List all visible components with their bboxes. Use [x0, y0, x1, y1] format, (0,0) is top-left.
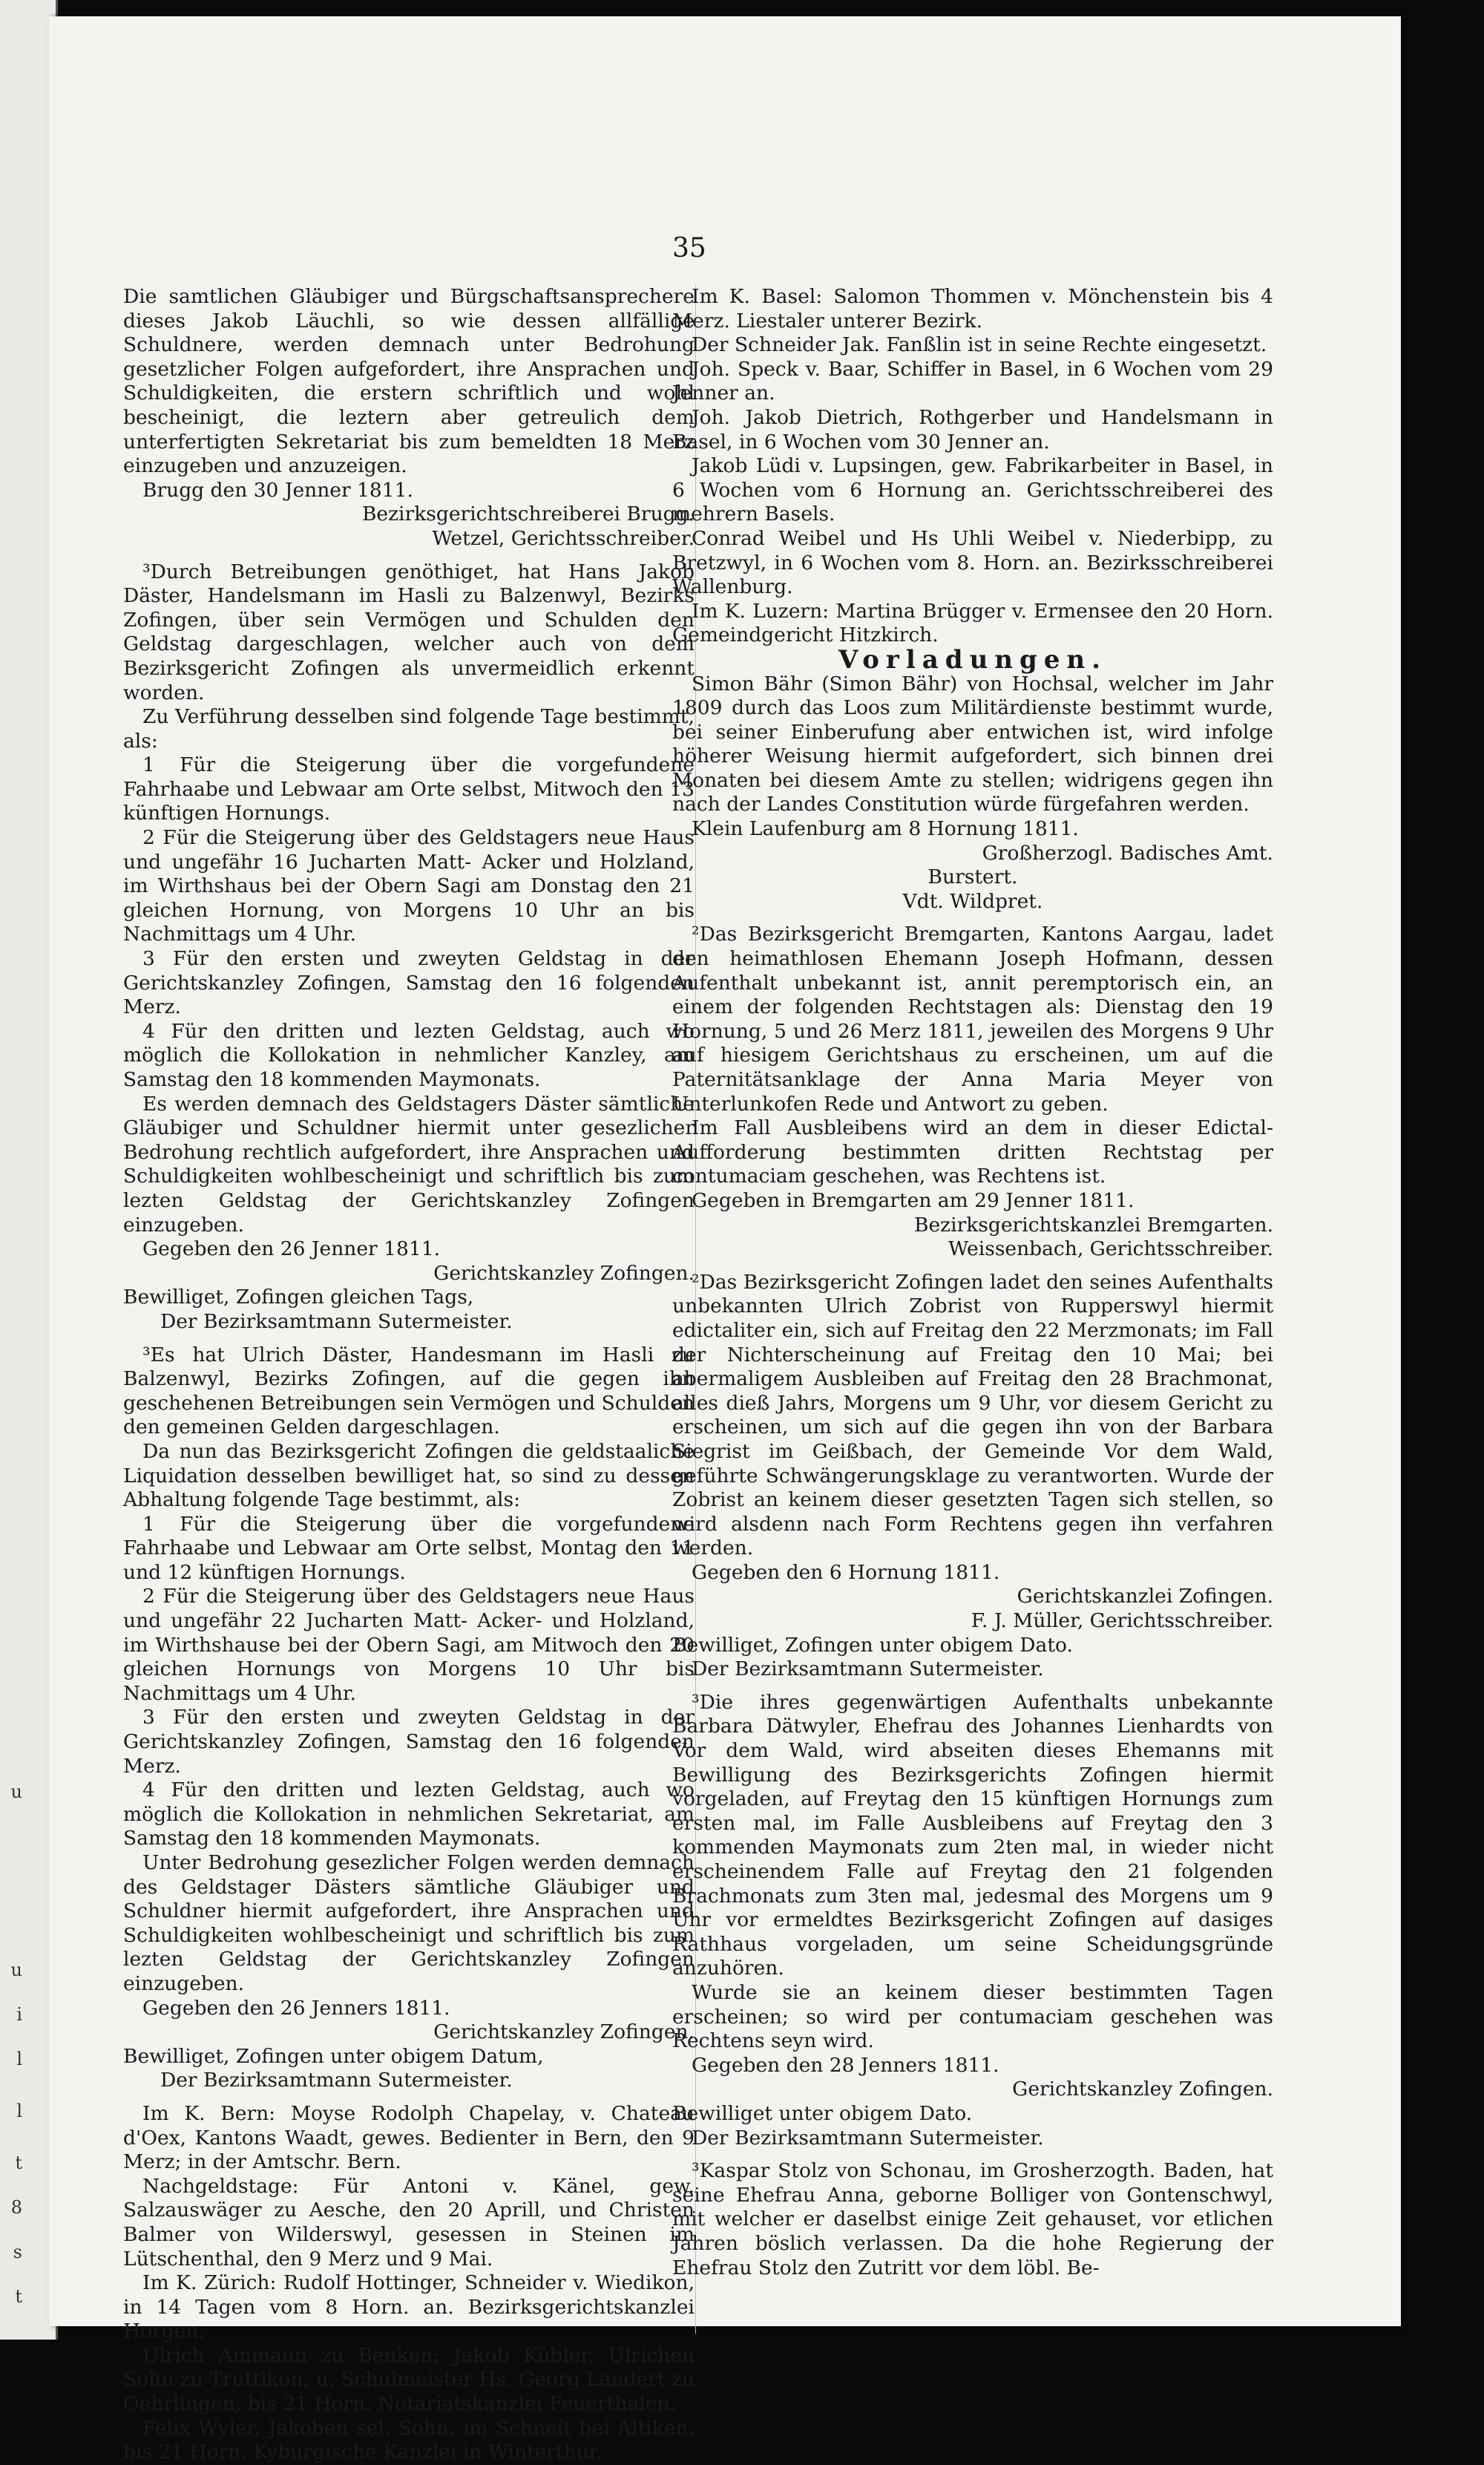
edge-letter: u: [10, 1960, 22, 1980]
paragraph: Der Bezirksamtmann Sutermeister.: [160, 2069, 513, 2092]
paragraph: Im K. Basel: Salomon Thommen v. Mönchenstein bis 4 Merz. Liestaler unterer Bezirk.: [672, 285, 1273, 333]
paragraph: Der Schneider Jak. Fanßlin ist in seine Rechte eingesetzt.: [692, 333, 1267, 357]
paragraph: Im Fall Ausbleibens wird an dem in dieser Edictal-Aufforderung bestimmten dritten Rechtstag per contumaciam geschehen, was Rechtens ist.: [672, 1116, 1273, 1188]
paragraph: Bezirksgerichtschreiberei Brugg.: [361, 503, 695, 526]
paragraph: Simon Bähr (Simon Bähr) von Hochsal, welcher im Jahr 1809 durch das Loos zum Militärdienste bestimmt wurde, bei seiner Einberufung aber entwichen ist, wird infolge höherer Weisung hiermit aufgefordert, sich binnen drei Monaten bei diesem Amte zu stellen; widrigens gegen ihn nach der Landes Constitution würde fürgefahren werden.: [672, 672, 1273, 816]
edge-letter: l: [16, 2049, 22, 2069]
paragraph: Gerichtskanzley Zofingen.: [1012, 2078, 1273, 2101]
paragraph: Gegeben den 26 Jenners 1811.: [142, 1996, 450, 2020]
paragraph: Ulrich Ammann zu Benken; Jakob Kübler, Ulrichen Sohn zu Truttikon, u. Schulmeister Hs. Georg Landert zu Oehrlingen, bis 21 Horn. Notariatskanzlei Feuerthalen.: [123, 2343, 695, 2416]
edge-letter: t: [15, 2153, 22, 2173]
paragraph: Weissenbach, Gerichtsschreiber.: [948, 1237, 1273, 1261]
paragraph: Bewilliget, Zofingen unter obigem Datum,: [123, 2044, 544, 2068]
paragraph: Es werden demnach des Geldstagers Däster sämtliche Gläubiger und Schuldner hiermit unter gesezlicher Bedrohung rechtlich aufgefordert, ihre Ansprachen und Schuldigkeiten wohlbescheinigt und schriftlich bis zum lezten Geldstag der Gerichtskanzley Zofingen einzugeben.: [123, 1092, 695, 1237]
paragraph: 1 Für die Steigerung über die vorgefundene Fahrhaabe und Lebwaar am Orte selbst, Montag den 11 und 12 künftigen Hornungs.: [123, 1512, 695, 1584]
paragraph: Joh. Speck v. Baar, Schiffer in Basel, in 6 Wochen vom 29 Jenner an.: [672, 357, 1273, 405]
edge-letter: t: [15, 2286, 22, 2307]
paragraph: Der Bezirksamtmann Sutermeister.: [692, 1657, 1044, 1681]
edge-letter: i: [16, 2004, 22, 2025]
paragraph: Großherzogl. Badisches Amt.: [982, 841, 1273, 865]
section-heading: Vorladungen.: [838, 644, 1107, 675]
paragraph: Gegeben den 26 Jenner 1811.: [142, 1237, 440, 1261]
paragraph: 4 Für den dritten und lezten Geldstag, auch wo möglich die Kollokation in nehmlichen Sekretariat, am Samstag den 18 kommenden Maymonats.: [123, 1778, 695, 1850]
paragraph: Gegeben den 6 Hornung 1811.: [692, 1560, 1000, 1584]
paragraph: Joh. Jakob Dietrich, Rothgerber und Handelsmann in Basel, in 6 Wochen vom 30 Jenner an.: [672, 405, 1273, 454]
paragraph: Wurde sie an keinem dieser bestimmten Tagen erscheinen; so wird per contumaciam geschehen was Rechtens seyn wird.: [672, 1980, 1273, 2053]
paragraph: ²Das Bezirksgericht Zofingen ladet den seines Aufenthalts unbekannten Ulrich Zobrist von Rupperswyl hiermit edictaliter ein, sich auf Freitag den 22 Merzmonats; im Fall der Nichterscheinung auf Freitag den 10 Mai; bei abermaligem Ausbleiben auf Freitag den 28 Brachmonat, alles dieß Jahrs, Morgens um 9 Uhr, vor diesem Gericht zu erscheinen, um sich auf die gegen ihn von der Barbara Siegrist im Geißbach, der Gemeinde Vor dem Wald, geführte Schwängerungsklage zu verantworten. Wurde der Zobrist an keinem dieser gesetzten Tagen sich stellen, so wird alsdenn nach Form Rechtens gegen ihn verfahren werden.: [672, 1270, 1273, 1560]
paragraph: Burstert.: [928, 865, 1018, 889]
paragraph: 3 Für den ersten und zweyten Geldstag in der Gerichtskanzley Zofingen, Samstag den 16 folgenden Merz.: [123, 947, 695, 1019]
paragraph: Gegeben in Bremgarten am 29 Jenner 1811.: [692, 1188, 1135, 1212]
paragraph: Zu Verführung desselben sind folgende Tage bestimmt, als:: [123, 705, 695, 753]
paragraph: Gerichtskanzley Zofingen.: [433, 2020, 695, 2044]
paragraph: Brugg den 30 Jenner 1811.: [142, 478, 413, 502]
paragraph: F. J. Müller, Gerichtsschreiber.: [971, 1609, 1273, 1633]
paragraph: Unter Bedrohung gesezlicher Folgen werden demnach des Geldstager Dästers sämtliche Gläubiger und Schuldner hiermit aufgefordert, ihre Ansprachen und Schuldigkeiten wohlbescheinigt und schriftlich bis zum lezten Geldstag der Gerichtskanzley Zofingen einzugeben.: [123, 1851, 695, 1995]
paragraph: 1 Für die Steigerung über die vorgefundene Fahrhaabe und Lebwaar am Orte selbst, Mitwoch den 13 künftigen Hornungs.: [123, 753, 695, 825]
edge-letter: u: [10, 1781, 22, 1802]
paragraph: Felix Wyler, Jakoben sel. Sohn, im Schneit bei Altiken, bis 21 Horn. Kyburgische Kanzlei in Winterthur.: [123, 2416, 695, 2464]
paragraph: Bewilliget, Zofingen unter obigem Dato.: [672, 1633, 1073, 1657]
paragraph: 3 Für den ersten und zweyten Geldstag in der Gerichtskanzley Zofingen, Samstag den 16 folgenden Merz.: [123, 1706, 695, 1778]
right-column: [672, 285, 1273, 2280]
edge-letter: 8: [10, 2197, 22, 2218]
paragraph: Conrad Weibel und Hs Uhli Weibel v. Niederbipp, zu Bretzwyl, in 6 Wochen vom 8. Horn. an. Bezirksschreiberei Wallenburg.: [672, 526, 1273, 599]
paragraph: ³Durch Betreibungen genöthiget, hat Hans Jakob Däster, Handelsmann im Hasli zu Balzenwyl, Bezirks Zofingen, über sein Vermögen und Schulden den Geldstag dargeschlagen, welcher auch von dem Bezirksgericht Zofingen als unvermeidlich erkennt worden.: [123, 560, 695, 704]
paragraph: Da nun das Bezirksgericht Zofingen die geldstaaliche Liquidation desselben bewilliget hat, so sind zu dessen Abhaltung folgende Tage bestimmt, als:: [123, 1439, 695, 1512]
paragraph: Der Bezirksamtmann Sutermeister.: [692, 2126, 1044, 2150]
paragraph: Der Bezirksamtmann Sutermeister.: [160, 1309, 513, 1333]
left-column: [123, 285, 695, 2465]
paragraph: ³Kaspar Stolz von Schonau, im Grosherzogth. Baden, hat seine Ehefrau Anna, geborne Bolliger von Gontenschwyl, mit welcher er daselbst einige Zeit gehauset, vor etlichen Jahren böslich verlassen. Da die hohe Regierung der Ehefrau Stolz den Zutritt vor dem löbl. Be-: [672, 2159, 1273, 2279]
paragraph: 4 Für den dritten und lezten Geldstag, auch wo möglich die Kollokation in nehmlicher Kanzley, am Samstag den 18 kommenden Maymonats.: [123, 1019, 695, 1091]
paragraph: Klein Laufenburg am 8 Hornung 1811.: [692, 817, 1079, 841]
paragraph: 2 Für die Steigerung über des Geldstagers neue Haus und ungefähr 22 Jucharten Matt- Acker- und Holzland, im Wirthshause bei der Obern Sagi, am Mitwoch den 20 gleichen Hornungs von Morgens 10 Uhr bis Nachmittags um 4 Uhr.: [123, 1585, 695, 1705]
paragraph: 2 Für die Steigerung über des Geldstagers neue Haus und ungefähr 16 Jucharten Matt- Acker und Holzland, im Wirthshaus bei der Obern Sagi am Donstag den 21 gleichen Hornung, von Morgens 10 Uhr an bis Nachmittags um 4 Uhr.: [123, 826, 695, 946]
paragraph: Im K. Luzern: Martina Brügger v. Ermensee den 20 Horn. Gemeindgericht Hitzkirch.: [672, 599, 1273, 647]
paragraph: Jakob Lüdi v. Lupsingen, gew. Fabrikarbeiter in Basel, in 6 Wochen vom 6 Hornung an. Gerichtsschreiberei des mehrern Basels.: [672, 454, 1273, 526]
paragraph: Im K. Zürich: Rudolf Hottinger, Schneider v. Wiedikon, in 14 Tagen vom 8 Horn. an. Bezirksgerichtskanzlei Horgen.: [123, 2271, 695, 2343]
paragraph: Wetzel, Gerichtsschreiber.: [432, 526, 695, 550]
paragraph: Bezirksgerichtskanzlei Bremgarten.: [913, 1213, 1273, 1237]
paragraph: Vdt. Wildpret.: [902, 889, 1043, 913]
paragraph: ³Es hat Ulrich Däster, Handesmann im Hasli zu Balzenwyl, Bezirks Zofingen, auf die gegen ihn geschehenen Betreibungen sein Vermögen und Schulden den gemeinen Gelden dargeschlagen.: [123, 1343, 695, 1439]
paragraph: ²Das Bezirksgericht Bremgarten, Kantons Aargau, ladet den heimathlosen Ehemann Joseph Hofmann, dessen Aufenthalt unbekannt ist, annit peremptorisch ein, an einem der folgenden Rechtstagen als: Dienstag den 19 Hornung, 5 und 26 Merz 1811, jeweilen des Morgens 9 Uhr auf hiesigem Gerichtshaus zu erscheinen, um auf die Paternitätsanklage der Anna Maria Meyer von Unterlunkofen Rede und Antwort zu geben.: [672, 923, 1273, 1116]
paragraph: Nachgeldstage: Für Antoni v. Känel, gew. Salzauswäger zu Aesche, den 20 Aprill, und Christen Balmer von Wilderswyl, gesessen in Steinen im Lütschenthal, den 9 Merz und 9 Mai.: [123, 2174, 695, 2271]
edge-letter: s: [13, 2242, 22, 2262]
paragraph: Gegeben den 28 Jenners 1811.: [692, 2053, 999, 2077]
paragraph: Im K. Bern: Moyse Rodolph Chapelay, v. Chateau d'Oex, Kantons Waadt, gewes. Bedienter in Bern, den 9 Merz; in der Amtschr. Bern.: [123, 2101, 695, 2174]
paragraph: ³Die ihres gegenwärtigen Aufenthalts unbekannte Barbara Dätwyler, Ehefrau des Johannes Lienhardts von Vor dem Wald, wird abseiten dieses Ehemanns mit Bewilligung des Bezirksgerichts Zofingen hiermit vorgeladen, auf Freytag den 15 künftigen Hornungs zum ersten mal, im Falle Ausbleibens auf Freytag den 3 kommenden Maymonats zum 2ten mal, in wieder nicht erscheinendem Falle auf Freytag den 21 folgenden Brachmonats zum 3ten mal, jedesmal des Morgens um 9 Uhr vor ermeldtes Bezirksgericht Zofingen auf dasiges Rathhaus vorgeladen, um seine Scheidungsgründe anzuhören.: [672, 1690, 1273, 1980]
paragraph: Bewilliget unter obigem Dato.: [672, 2101, 973, 2125]
edge-letter: l: [16, 2101, 22, 2121]
paragraph: Bewilliget, Zofingen gleichen Tags,: [123, 1286, 474, 1309]
newspaper-page: [49, 16, 1401, 2464]
paragraph: Gerichtskanzley Zofingen.: [433, 1261, 695, 1285]
page-number: 35: [672, 233, 706, 263]
paragraph: Gerichtskanzlei Zofingen.: [1017, 1585, 1273, 1608]
paragraph: Die samtlichen Gläubiger und Bürgschaftsansprechere dieses Jakob Läuchli, so wie dessen allfällige Schuldnere, werden demnach unter Bedrohung gesetzlicher Folgen aufgefordert, ihre Ansprachen und Schuldigkeiten, die erstern schriftlich und wohl bescheinigt, die leztern aber getreulich dem unterfertigten Sekretariat bis zum bemeldten 18 Merz einzugeben und anzuzeigen.: [123, 285, 695, 478]
